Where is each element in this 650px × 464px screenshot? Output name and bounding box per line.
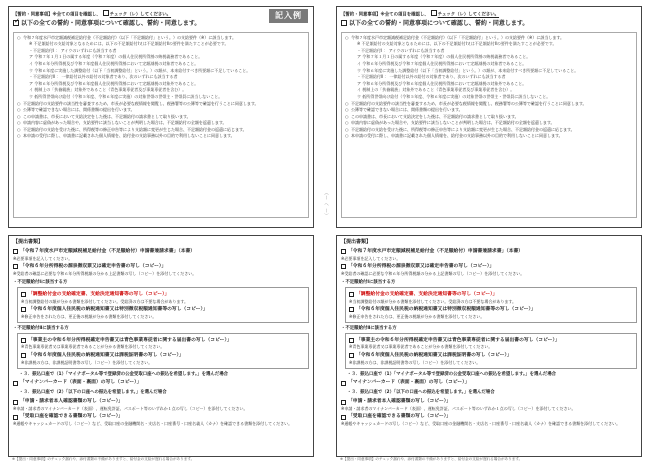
document-label: 「受取口座を確認できる書類の写し（コピー）」 (348, 414, 451, 420)
pledge-item-text: ウ 令和６年度に実施した調整給付（以下「当初調整給付」という。）の額が、本来給付すべき所要額に不足していること。 (357, 67, 579, 73)
pledge-item-text: ア 令和７年１月１日の属する年度（令和７年度）の個人住民税所得割の納税義務者であること。 (357, 54, 531, 60)
alt-heading: ・３．振込口座で（1）「マイナポータル等で登録済の公金受取口座への振込を希望します。」を選んだ場合 (347, 371, 556, 377)
document-row (341, 249, 637, 256)
pledge-item-text: ・不足額給付Ⅰ ： アイウのいずれにも該当する者 (29, 47, 117, 53)
pledge-bullet: ○ (17, 120, 21, 126)
pledge-item-text: ※ 不足額給付の支給対象となるためには、以下の不足額給付Ⅰ又は不足額給付Ⅱの要件を満たすことが必要です。 (29, 41, 229, 47)
document-label: 「令和６年分所得税の源泉徴収票又は確定申告書の写し（コピー）」 (20, 264, 167, 269)
pledge-item (17, 87, 305, 93)
document-row (21, 353, 305, 360)
document-note: ※申請・請求者のマイナンバーカード（表面）、運転免許証、パスポート等のいずれか１点の写し（コピー）を添付してください。 (13, 406, 248, 412)
documents-title: 【提出書類】 (13, 239, 44, 245)
pledge-item-text: 申請内容に虚偽があった場合や、支給要件に該当しないことが判明した場合は、不足額給付の全額を返還します。 (351, 120, 555, 126)
pledge-bullet: ○ (17, 34, 21, 40)
pledge-item (17, 107, 305, 113)
pledge-item-text: ※ 不足額給付の支給対象となるためには、以下の不足額給付Ⅰ又は不足額給付Ⅱの要件を満たすことが必要です。 (357, 41, 557, 47)
pledge-bullet (351, 41, 355, 47)
document-checkbox[interactable] (13, 381, 18, 386)
pledge-item-text: ウ 低所得世帯向け給付（令和５年度、令和６年度に実施）の対象世帯の世帯主・世帯員に該当しないこと。 (357, 93, 551, 99)
document-label: 「令和６年度個人住民税の納税通知書又は課税証明書の写し（コピー）」 (356, 352, 512, 358)
footer-note: ※【提出・同意事項】のチェック漏れや、添付書類の不備がありますと、給付金の支給が遅れる場合があります。 (340, 456, 523, 461)
document-label: 「令和６年分所得税の源泉徴収票又は確定申告書の写し（コピー）」 (348, 264, 495, 269)
pledge-item-text: ・不足額給付Ⅰ ： アイウのいずれにも該当する者 (357, 47, 445, 53)
document-row (341, 380, 637, 387)
pledge-bullet: ○ (345, 107, 349, 113)
pledge-item (17, 54, 305, 60)
pledge-item (17, 74, 305, 80)
document-checkbox[interactable] (341, 264, 346, 269)
center-fold-mark: （ー ヘ ー） (323, 190, 329, 219)
document-item (13, 414, 309, 427)
documents-section (8, 235, 314, 457)
document-item (349, 292, 633, 305)
document-item (21, 307, 305, 320)
example-stamp: 記入例 (269, 9, 308, 23)
pledge-item (345, 68, 633, 74)
pledge-agree-checkbox[interactable] (13, 16, 20, 26)
pledge-item-text: イ 税制上の「扶養親族」対象外であること（青色事業専従者及び事業専従者を含む）。 (357, 87, 515, 93)
document-row (13, 249, 309, 256)
pledge-items (341, 32, 637, 218)
pledge-bullet: ○ (345, 120, 349, 126)
document-row (341, 264, 637, 271)
document-note: ※当初調整給付の額が分かる書類を添付してください。受給済の方は不要な場合があります。 (21, 298, 189, 304)
pledge-item-text: イ 令和６年分所得税及び令和７年度個人住民税所得割において定額減税の対象者であること。 (29, 60, 199, 66)
pledge-lead-check-text: チェック（レ）してください。 (437, 12, 500, 18)
pledge-item-text: 不足額給付の支給を受けた後に、所得税等の修正申告等により支給額に変更が生じた場合、不足額給付金の返還に応じます。 (23, 126, 247, 132)
pledge-item (345, 41, 633, 47)
document-label: 「令和６年度個人住民税の納税通知書又は特別徴収税額通知書等の写し（コピー）」 (356, 306, 536, 312)
pledge-item (17, 68, 305, 74)
pledge-bullet (351, 54, 355, 60)
document-item (21, 353, 305, 366)
document-group-2 (17, 333, 309, 369)
pledge-bullet (351, 48, 355, 54)
group-heading: ・不足額給付Ⅰに該当する方 (341, 279, 396, 285)
pledge-item-text: ア 令和６年分所得税及び令和６年度個人住民税所得割において定額減税の対象外であること。 (357, 80, 527, 86)
pledge-bullet: ○ (345, 100, 349, 106)
documents-title: 【提出書類】 (341, 239, 372, 245)
pledge-bullet: ○ (17, 126, 21, 132)
document-label: 「申請・請求者本人確認書類の写し（コピー）」 (348, 399, 451, 405)
pledge-bullet (23, 41, 27, 47)
document-note: ※通帳やキャッシュカードの写し（コピー）など、受取口座の金融機関名・支店名・口座番号・口座名義人（カナ）を確認できる書類を添付してください。 (341, 421, 621, 427)
footer-note: ※【提出・同意事項】のチェック漏れや、添付書類の不備がありますと、給付金の支給が遅れる場合があります。 (12, 456, 195, 461)
document-checkbox[interactable] (21, 353, 26, 358)
pledge-bullet (23, 68, 27, 74)
document-label: 「受取口座を確認できる書類の写し（コピー）」 (20, 414, 123, 420)
document-row (349, 353, 633, 360)
pledge-item (345, 120, 633, 126)
document-note: ※青色事業専従者又は事業専従者であることが分かる書類を添付してください。 (21, 344, 165, 350)
pledge-item-text: この申請書は、市長において支給決定をした後は、不足額給付の請求書として取り扱います。 (351, 113, 519, 119)
document-item (13, 399, 309, 412)
document-group-1 (17, 287, 309, 323)
pledge-item (17, 35, 305, 41)
pledge-bullet: ○ (17, 107, 21, 113)
document-row (21, 307, 305, 314)
pledge-item (345, 94, 633, 100)
pledge-item (17, 94, 305, 100)
document-row (349, 292, 633, 299)
document-item (341, 414, 637, 427)
pledge-item (345, 54, 633, 60)
pledge-bullet: ○ (17, 100, 21, 106)
pledge-item (17, 127, 305, 133)
pledge-item (345, 35, 633, 41)
pledge-bullet (23, 61, 27, 67)
group-heading: ・不足額給付Ⅰに該当する方 (13, 279, 68, 285)
document-checkbox[interactable] (349, 292, 354, 297)
pledge-bullet (351, 87, 355, 93)
pledge-item (17, 120, 305, 126)
pledge-bullet: ○ (345, 133, 349, 139)
document-item (13, 249, 309, 262)
pledge-item (345, 61, 633, 67)
document-label: 「令和７年度水戸市定額減税補足給付金（不足額給付）申請書兼請求書」（本書） (20, 248, 196, 254)
document-label: 「マイナンバーカード（表面・裏面）の写し（コピー）」 (20, 380, 142, 386)
pledge-item-text: 申請内容に虚偽があった場合や、支給要件に該当しないことが判明した場合は、不足額給付の全額を返還します。 (23, 120, 227, 126)
pledge-item-text: 令和７年度水戸市定額減税補足給付金（不足額給付）（以下「不足額給付」という。）の支給要件（※）に該当します。 (23, 34, 237, 40)
pledge-bullet (351, 68, 355, 74)
pledge-item (17, 101, 305, 107)
pledge-item-text: ウ 低所得世帯向け給付（令和５年度、令和６年度に実施）の対象世帯の世帯主・世帯員に該当しないこと。 (29, 93, 223, 99)
pledge-lead-check-text: チェック（レ）してください。 (109, 12, 172, 18)
document-checkbox[interactable] (21, 338, 26, 343)
pledge-item (345, 48, 633, 54)
pledge-item-text: この申請書は、市長において支給決定をした後は、不足額給付の請求書として取り扱います。 (23, 113, 191, 119)
pledge-item-text: 公簿等で確認できない場合には、関係書類の提出を行います。 (351, 107, 463, 113)
document-item (13, 264, 309, 277)
pledge-item-text: 公簿等で確認できない場合には、関係書類の提出を行います。 (23, 107, 135, 113)
document-item (349, 353, 633, 366)
document-label: 「申請・請求者本人確認書類の写し（コピー）」 (20, 399, 123, 405)
document-item (21, 338, 305, 351)
document-item (341, 399, 637, 412)
pledge-item (17, 48, 305, 54)
pledge-item-text: ・不足額給付Ⅱ ： 一律給付以外の給付の対象者であり、次のいずれにも該当する者 (29, 74, 178, 80)
document-note: ※受給者の確認に必要な令和６年分所得税額の分かる上記書類の写し（コピー）を添付してください。 (341, 270, 525, 276)
pledge-lead (341, 10, 637, 19)
pledge-bullet (23, 48, 27, 54)
document-checkbox[interactable] (13, 264, 18, 269)
document-checkbox[interactable] (13, 400, 18, 405)
document-note: ※修正申告をされた方は、更正後の税額が分かる書類を添付してください。 (21, 313, 157, 319)
group-heading: ・不足額給付Ⅱに該当する方 (341, 325, 397, 331)
pledge-title-text: 以下の全ての誓約・同意事項について確認し、誓約・同意します。 (349, 19, 529, 27)
document-checkbox[interactable] (341, 415, 346, 420)
document-note: ※受給者の確認に必要な令和６年分所得税額の分かる上記書類の写し（コピー）を添付してください。 (13, 270, 197, 276)
pledge-item (345, 81, 633, 87)
pledge-bullet (23, 87, 27, 93)
pledge-section (8, 6, 314, 228)
checkbox-sample-icon (103, 10, 109, 16)
document-checkbox[interactable] (13, 415, 18, 420)
alt-heading: ・３．振込口座で（2）「以下の口座への振込を希望します。」を選んだ場合 (19, 390, 167, 396)
pledge-item (17, 61, 305, 67)
document-note: ※必要事項を記入してください。 (341, 255, 401, 261)
document-note: ※通帳やキャッシュカードの写し（コピー）など、受取口座の金融機関名・支店名・口座番号・口座名義人（カナ）を確認できる書類を添付してください。 (13, 421, 293, 427)
pledge-items (13, 32, 309, 218)
document-note: ※修正申告をされた方は、更正後の税額が分かる書類を添付してください。 (349, 313, 485, 319)
pledge-item (17, 133, 305, 139)
document-label: 「事業主の令和６年分所得税確定申告書又は青色事業専従者に関する届出書の写し（コピー）」 (28, 337, 232, 343)
alt-heading: ・３．振込口座で（2）「以下の口座への振込を希望します。」を選んだ場合 (347, 390, 495, 396)
pledge-item (17, 114, 305, 120)
pledge-bullet (351, 61, 355, 67)
pledge-item (17, 81, 305, 87)
pledge-item-text: 令和７年度水戸市定額減税補足給付金（不足額給付）（以下「不足額給付」という。）の支給要件（※）に該当します。 (351, 34, 565, 40)
document-label: 「事業主の令和６年分所得税確定申告書又は青色事業専従者に関する届出書の写し（コピー）」 (356, 337, 560, 343)
pledge-agree-checkbox[interactable] (341, 20, 347, 26)
pledge-item (345, 127, 633, 133)
document-item (21, 292, 305, 305)
document-note: ※青色事業専従者又は事業専従者であることが分かる書類を添付してください。 (349, 344, 493, 350)
pledge-item (345, 107, 633, 113)
pledge-item (345, 87, 633, 93)
pledge-bullet (351, 81, 355, 87)
pledge-item-text: ア 令和７年１月１日の属する年度（令和７年度）の個人住民税所得割の納税義務者であること。 (29, 54, 203, 60)
document-label: 「調整給付金の支給確定書、支給決定通知書等の写し（コピー）」 (28, 291, 170, 297)
pledge-bullet (23, 94, 27, 100)
document-checkbox[interactable] (341, 381, 346, 386)
pledge-item (345, 101, 633, 107)
pledge-item-text: 不足額給付の支給要件の該当性を審査するため、市長が必要な税情報を閲覧し、税務署等の公簿等で確認を行うことに同意します。 (23, 100, 259, 106)
form-page-blank (336, 6, 642, 461)
document-note: ※非課税の方は、非課税証明書等の写し（コピー）を添付してください。 (21, 359, 153, 365)
alt-heading: ・３．振込口座で（1）「マイナポータル等で登録済の公金受取口座への振込を希望します。」を選んだ場合 (19, 371, 228, 377)
document-note: ※非課税の方は、非課税証明書等の写し（コピー）を添付してください。 (349, 359, 481, 365)
document-item (349, 338, 633, 351)
pledge-bullet: ○ (345, 126, 349, 132)
document-row (13, 264, 309, 271)
check-mark-icon: ✓ (14, 16, 20, 25)
document-checkbox[interactable] (21, 292, 26, 297)
document-item (341, 380, 637, 387)
document-label: 「調整給付金の支給確定書、支給決定通知書等の写し（コピー）」 (356, 291, 498, 297)
document-note: ※申請・請求者のマイナンバーカード（表面）、運転免許証、パスポート等のいずれか１点の写し（コピー）を添付してください。 (341, 406, 576, 412)
document-row (21, 292, 305, 299)
pledge-item-text: ・不足額給付Ⅱ ： 一律給付以外の給付の対象者であり、次のいずれにも該当する者 (357, 74, 506, 80)
pledge-title (341, 20, 637, 29)
pledge-item-text: ア 令和６年分所得税及び令和６年度個人住民税所得割において定額減税の対象外であること。 (29, 80, 199, 86)
document-label: 「令和６年度個人住民税の納税通知書又は特別徴収税額通知書等の写し（コピー）」 (28, 306, 208, 312)
documents-section (336, 235, 642, 457)
pledge-bullet: ○ (17, 113, 21, 119)
document-group-2 (345, 333, 637, 369)
document-checkbox[interactable] (21, 307, 26, 312)
pledge-section (336, 6, 642, 228)
checkbox-sample-icon (431, 10, 437, 16)
document-group-1 (345, 287, 637, 323)
pledge-item-text: ウ 令和６年度に実施した調整給付（以下「当初調整給付」という。）の額が、本来給付すべき所要額に不足していること。 (29, 67, 251, 73)
document-row (349, 307, 633, 314)
form-page-example (8, 6, 314, 461)
pledge-item-text: イ 税制上の「扶養親族」対象外であること（青色事業専従者及び事業専従者を含む）。 (29, 87, 187, 93)
document-note: ※必要事項を記入してください。 (13, 255, 73, 261)
pledge-lead (13, 10, 309, 19)
document-item (349, 307, 633, 320)
pledge-item-text: 不足額給付の支給要件の該当性を審査するため、市長が必要な税情報を閲覧し、税務署等の公簿等で確認を行うことに同意します。 (351, 100, 587, 106)
pledge-item (345, 133, 633, 139)
pledge-bullet: ○ (345, 113, 349, 119)
document-checkbox[interactable] (349, 307, 354, 312)
pledge-title (13, 16, 309, 29)
pledge-item-text: 本申請の受付に際し、申請書に記載された個人情報を、給付金の支給事務以外の目的で利用しないことに同意します。 (23, 133, 235, 139)
document-checkbox[interactable] (349, 338, 354, 343)
pledge-item (345, 114, 633, 120)
pledge-lead-text: 【誓約・同意事項】※全ての項目を確認し、 (13, 12, 101, 18)
document-item (13, 380, 309, 387)
document-item (341, 249, 637, 262)
document-label: 「令和６年度個人住民税の納税通知書又は課税証明書の写し（コピー）」 (28, 352, 184, 358)
document-label: 「マイナンバーカード（表面・裏面）の写し（コピー）」 (348, 380, 470, 386)
pledge-bullet: ○ (17, 133, 21, 139)
pledge-item (17, 41, 305, 47)
pledge-bullet (23, 54, 27, 60)
document-checkbox[interactable] (341, 249, 346, 254)
group-heading: ・不足額給付Ⅱに該当する方 (13, 325, 69, 331)
pledge-bullet (23, 74, 27, 80)
pledge-item-text: 本申請の受付に際し、申請書に記載された個人情報を、給付金の支給事務以外の目的で利用しないことに同意します。 (351, 133, 563, 139)
pledge-item-text: イ 令和６年分所得税及び令和７年度個人住民税所得割において定額減税の対象者であること。 (357, 60, 527, 66)
document-checkbox[interactable] (349, 353, 354, 358)
document-row (13, 380, 309, 387)
pledge-lead-text: 【誓約・同意事項】※全ての項目を確認し、 (341, 12, 429, 18)
document-checkbox[interactable] (341, 400, 346, 405)
document-item (341, 264, 637, 277)
document-label: 「令和７年度水戸市定額減税補足給付金（不足額給付）申請書兼請求書」（本書） (348, 248, 524, 254)
pledge-bullet (23, 81, 27, 87)
pledge-item-text: 不足額給付の支給を受けた後に、所得税等の修正申告等により支給額に変更が生じた場合、不足額給付金の返還に応じます。 (351, 126, 575, 132)
pledge-title-text: 以下の全ての誓約・同意事項について確認し、誓約・同意します。 (21, 19, 201, 27)
document-note: ※当初調整給付の額が分かる書類を添付してください。受給済の方は不要な場合があります。 (349, 298, 517, 304)
document-checkbox[interactable] (13, 249, 18, 254)
pledge-item (345, 74, 633, 80)
pledge-bullet (351, 74, 355, 80)
pledge-bullet (351, 94, 355, 100)
pledge-bullet: ○ (345, 34, 349, 40)
